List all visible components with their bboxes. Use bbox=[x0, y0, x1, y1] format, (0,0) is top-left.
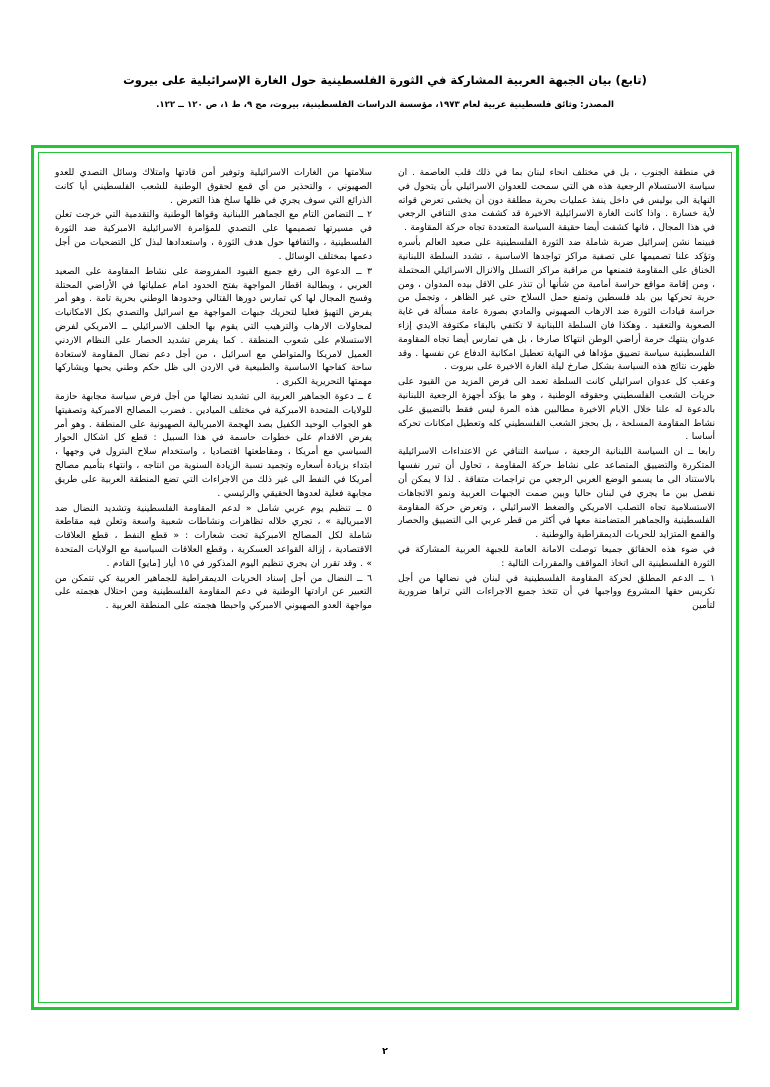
paragraph: ١ ــ الدعم المطلق لحركة المقاومة الفلسطينية في لبنان في نضالها من أجل تكريس حقها المشروع وواجبها في أن تتخذ جميع الاجراءات التي تراها ضرورية لتأمين bbox=[398, 573, 715, 612]
paragraph: ٣ ــ الدعوة الى رفع جميع القيود المفروضة على نشاط المقاومة على الصعيد العربي ، وبطالبة اقطار المواجهة بفتح الحدود امام عملياتها في الأراضي المحتلة وفسح المجال لها كي تمارس دورها القتالي وحدودها الوطني بحرية تامة . وهو أمر يفرض التهيؤ فعليا لتحريك جبهات المواجهة مع اسرائيل والتصدي بكل الامكانيات لمحاولات الارهاب والترهيب التي يقوم بها الحلف الاسرائيلي ــ الامريكي لفرض الاستسلام على شعوب المنطقة . كما يفرض تشديد الحصار على النظام الاردني العميل لامريكا والمتواطي مع اسرائيل ، من أجل دعم نضال المقاومة لاستعادة ساحة كفاحها الاساسية والطبيعية في الاردن الى ظل حكم وطني يحبها ويشاركها مهمتها التحريرية الكبرى . bbox=[55, 266, 372, 388]
paragraph: فبينما نشن إسرائيل ضربة شاملة ضد الثورة الفلسطينية على صعيد العالم بأسره وتؤكد علنا تصميمها على تصفية مراكز تواجدها الاساسية ، تشدد السلطة اللبنانية الخناق على المقاومة فتمنعها من مراقبة مراكز التسلل والانزال الاسرائيلي المحتملة ، ومن إقامة مواقع حراسة أمامية من شأنها أن تنذر على الاقل بيده المدوان ، ومن حرية تحركها بين بلد فلسطين وتمنع حمل السلاح حتى غير الظاهر ، وتجمل من حراسة قيادات الثورة ضد الارهاب الصهيوني والمادي بصورة عامة مسألة في غاية الصعوبة والتعقيد . وهكذا فان السلطة اللبنانية لا تكتفي بالبقاء مكتوفة الايدي إزاء عدوان ينتهك حرمة أراضي الوطن انتهاكا صارخا ، بل هي تمارس أيضا تجاه المقاومة الفلسطينية سياسة تضييق مؤداها في النهاية تعطيل امكانية الدفاع عن نفسها . وقد ظهرت نتائج هذه السياسة بشكل صارخ ليلة الغارة الاخيرة على بيروت . bbox=[398, 238, 715, 373]
content-frame-inner bbox=[38, 152, 732, 1003]
column-left bbox=[55, 167, 372, 992]
paragraph: ٢ ــ التضامن التام مع الجماهير اللبنانية وقواها الوطنية والتقدمية التي خرجت تعلن في مسيرتها تصميمها على التصدي للمؤامرة الاسرائيلية الامبركية ضد الثورة الفلسطينية ، والتفافها حول هدف الثورة ، واستعدادها لبذل كل التضحيات من أجل دعمها بمختلف الوسائل . bbox=[55, 210, 372, 262]
paragraph: ٦ ــ النضال من أجل إسناد الحريات الديمقراطية للجماهير العربية كي تتمكن من التعبير عن ارادتها الوطنية في دعم المقاومة الفلسطينية ومن احتلال هجمته على مواجهة العدو الصهيوني الامبركي واحبطا هجمته على المنطقة العربية . bbox=[55, 573, 372, 612]
text-columns bbox=[55, 167, 715, 992]
paragraph: رابعا ــ ان السياسة اللبنانية الرجعية ، سياسة التنافي عن الاعتداءات الاسرائيلية المتكررة والتضييق المتصاعد على نشاط حركة المقاومة ، تحاول أن تبرر نفسها بالاستناد الى ما يسمو الوضع العربي الرجعي من تراجمات متفاقة . لذا لا يمكن أن نفصل بين ما يجري في لبنان حاليا وبين صمت الجبهات العربية ونمو الاتجاهات الاستسلامية تجاه التصلب الامريكي والضغط الاسرائيلي ، وتعرض حركة المقاومة الفلسطينية والجماهير المتضامنة معها في أكثر من قطر عربي الى التضييق والحصار والقمع المتزايد للحريات الديمقراطية والوطنية . bbox=[398, 447, 715, 541]
page-number: ٢ bbox=[382, 1046, 388, 1057]
paragraph: في منطقة الجنوب ، بل في مختلف انحاء لبنان بما في ذلك قلب العاصمة . ان سياسة الاستسلام الرجعية هذه هي التي سمحت للعدوان الاسرائيلي بأن يتحول في النهاية الى بوليس في داخل ينفذ عمليات بحرية مطلقة دون أن يخشى تعرض قواته لأية خسارة . واذا كانت الغارة الاسرائيلية الاخيرة قد كشفت مدى التنافي الرجعي في هذا المجال ، فانها كشفت أيضا حقيقة السياسة المتعددة تجاه حركة المقاومة . bbox=[398, 168, 715, 234]
paragraph: وعقب كل عدوان اسرائيلي كانت السلطة تعمد الى فرض المزيد من القيود على حريات الشعب الفلسطيني وحقوقه الوطنية ، وهو ما يؤكد أجهزة الرجعية اللبنانية بالدعوة له علنا خلال الايام الاخيرة مطالبين هذه المرة ليس فقط بالتضييق على نشاط المقاومة المسلحة ، بل بحجز الشعب الفلسطيني كله وتعطيل امكانات تحركه أساسا . bbox=[398, 377, 715, 443]
paragraph: ٥ ــ تنظيم يوم عربي شامل « لدعم المقاومة الفلسطينية وتشديد النضال ضد الامبريالية » ، تجري خلاله تظاهرات ونشاطات شعبية واسعة وتعلن فيه مقاطعة شاملة لكل المصالح الامبركية تحت شعارات : « قطع النفط ، قطع العلاقات الاقتصادية ، إزالة القواعد العسكرية ، وقطع العلاقات السياسية مع الولايات المتحدة » . وقد تقرر ان يجري تنظيم اليوم المذكور في ١٥ أيار [مايو] القادم . bbox=[55, 503, 372, 569]
paragraph: سلامتها من الغارات الاسرائيلية وتوفير أمن قادتها وامتلاك وسائل التصدي للعدو الصهيوني ، والتحذير من أي قمع لحقوق الوطنية للشعب الفلسطيني أيا كانت الذرائع التي سوف يجري في ظلها سلخ هذا التعرض . bbox=[55, 168, 372, 206]
source-citation: المصدر: وثائق فلسطينية عربية لعام ١٩٧٣، مؤسسة الدراسات الفلسطينية، بيروت، مج ٩، ط ١، ص ١٢٠ ــ ١٢٢. bbox=[156, 100, 614, 111]
paragraph: ٤ ــ دعوة الجماهير العربية الى تشديد نضالها من أجل فرض سياسة مجابهة حازمة للولايات المتحدة الامبركية في مختلف الميادين . فضرب المصالح الامبركية وتصفيتها هو الجواب الوحيد الكفيل بصد الهجمة الامبريالية الصهيونية على المنطقة . وهو أمر يفرض الاقدام على خطوات حاسمة في هذا السبيل : قطع كل اشكال الحوار السياسي مع أمريكا ، ومقاطعتها اقتصاديا ، واستخدام سلاح البترول في وجهها ، ابتداء بزيادة أسعاره وتجميد نسبة الزيادة السنوية من انتاجه ، وانتهاء بتأميم مصالح أمريكا في النفط الى غير ذلك من الاجراءات التي تضع المنطقة العربية على طريق مجابهة فعلية لعدوها الحقيقي والرئيسي . bbox=[55, 392, 372, 499]
content-frame bbox=[31, 145, 739, 1010]
column-right bbox=[398, 167, 715, 992]
paragraph: في ضوء هذه الحقائق جميعا توصلت الامانة العامة للجبهة العربية المشاركة في الثورة الفلسطينية الى اتخاذ المواقف والمقررات التالية : bbox=[398, 544, 715, 569]
document-header bbox=[0, 0, 770, 112]
page-title: (تابع) بيان الجبهة العربية المشاركة في الثورة الفلسطينية حول الغارة الإسرائيلية على بيروت bbox=[123, 73, 647, 87]
